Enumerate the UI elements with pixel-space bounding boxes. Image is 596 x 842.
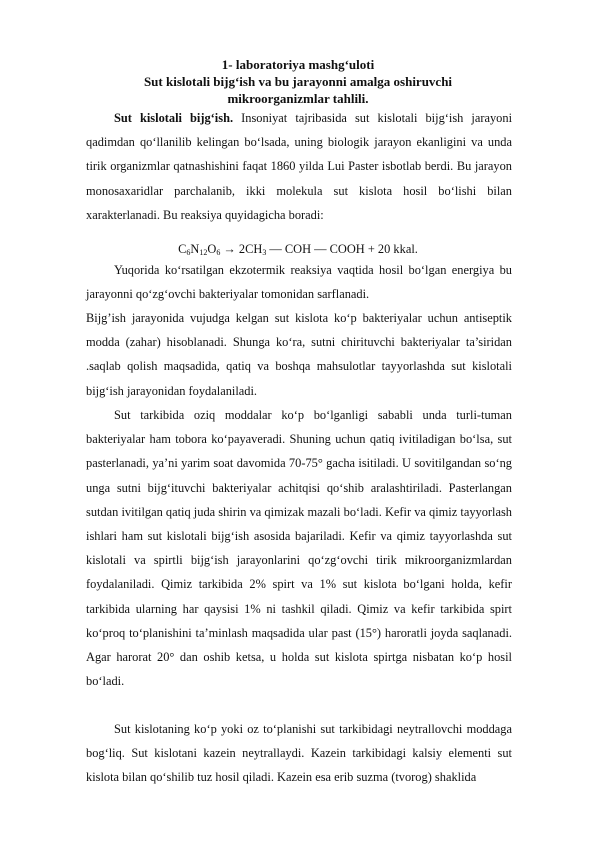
topic-heading-line1: Sut kislotali bijg‘ish va bu jarayonni amalga oshiruvchi [143,74,453,89]
paragraph-energy: Yuqorida ko‘rsatilgan ekzotermik reaksiya vaqtida hosil bo‘lgan energiya bu jarayonni qo‘zg‘ovchi bakteriyalar tomonidan sarflanadi. [86,263,512,302]
paragraph-pasteurization: Sut tarkibida oziq moddalar ko‘p bo‘lganligi sababli unda turli-tuman bakteriyalar ham tobora ko‘payaveradi. Shuning uchun qatiq ivitiladigan bo‘lsa, sut pasterlanadi, ya’ni yarim soat davomida 70-75° gacha isitiladi. U sovitilgandan so‘ng unga sutni bijg‘ituvchi bakteriyalar achitqisi qo‘shib aralashtiriladi. Pasterlangan sutdan ivitilgan qatiq juda shirin va qimizak mazali bo‘ladi. Kefir va qimiz tayyorlash ishlari ham sut kislotali bijg‘ish asosida bajariladi. Kefir va qimiz tayyorlashda sut kislotali va spirtli bijg‘ish jarayonlarini qo‘zg‘ovchi tirik mikroorganizmlardan foydalaniladi. Qimiz tarkibida 2% spirt va 1% sut kislota bo‘lgani holda, kefir tarkibida ularning har qaysisi 1% ni tashkil qiladi. Qimiz va kefir tarkibida spirt ko‘proq to‘planishini ta’minlash maqsadida ular past (15°) haroratli joyda saqlanadi. Agar harorat 20° dan oshib ketsa, u holda sut kislota spirtga nisbatan ko‘p hosil bo‘ladi. [86,408,512,689]
intro-term: Sut kislotali bijg‘ish. [114,111,234,125]
paragraph-antiseptic: Bijg’ish jarayonida vujudga kelgan sut kislota ko‘p bakteriyalar uchun antiseptik modda (zahar) hisoblanadi. Shunga ko‘ra, sutni chirituvchi bakteriyalar ta’siridan .saqlab qolish maqsadida, qatiq va boshqa mahsulotlar tayyorlashda sut kislotali bijg‘ish jarayonidan foydalaniladi. [86,311,512,398]
intro-text: Insoniyat tajribasida sut kislotali bijg‘ish jarayoni qadimdan qo‘llanilib kelingan bo‘lsada, uning biologik jarayon ekanligini va unda tirik organizmlar qatnashishini faqat 1860 yilda Lui Paster isbotlab berdi. Bu jarayon monosaxaridlar parchalanib, ikki molekula sut kislota hosil bo‘lishi bilan xarakterlanadi. Bu reaksiya quyidagicha boradi: [86,111,513,222]
lab-number-heading: 1- laboratoriya mashg‘uloti [221,57,375,72]
intro-paragraph [86,106,512,227]
topic-heading-line2: mikroorganizmlar tahlili. [227,91,369,106]
reaction-formula: $C_6N_{12}O_6 \to 2CH_3$ — COH — COOH + 20 kkal. [178,242,418,257]
paragraph-casein: Sut kislotaning ko‘p yoki oz to‘planishi sut tarkibidagi neytrallovchi moddaga bog‘liq. Sut kislotani kazein neytrallaydi. Kazein tarkibidagi kalsiy elementi sut kislota bilan qo‘shilib tuz hosil qiladi. Kazein esa erib suzma (tvorog) shaklida [86,722,512,785]
